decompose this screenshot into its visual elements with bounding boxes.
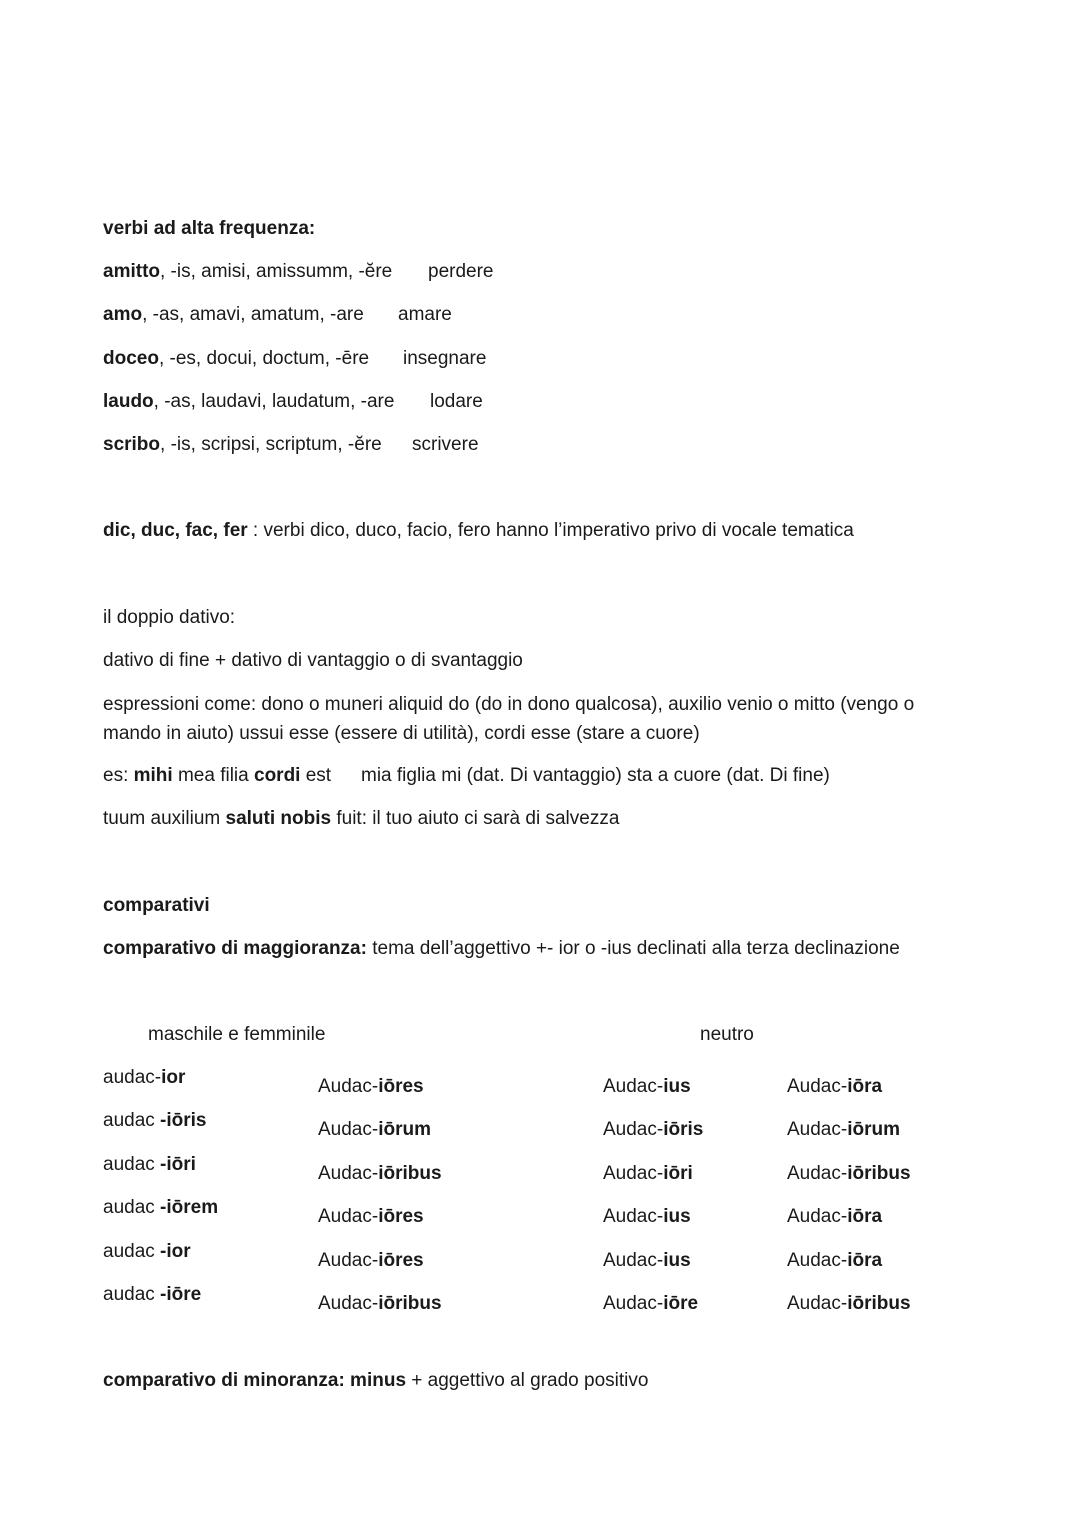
declension-cell: Audac-iōrum — [318, 1119, 431, 1140]
verb-entry: doceo, -es, docui, doctum, -ēre — [103, 348, 370, 369]
dativo-example-2: tuum auxilium saluti nobis fuit: il tuo aiuto ci sarà di salvezza — [103, 808, 620, 829]
declension-cell: audac -iōri — [103, 1154, 196, 1175]
declension-cell: Audac-iōres — [318, 1250, 424, 1271]
verb-entry: amo, -as, amavi, amatum, -are — [103, 304, 364, 325]
dativo-heading: il doppio dativo: — [103, 607, 236, 628]
declension-cell: audac -iōris — [103, 1110, 207, 1131]
declension-cell: Audac-iōra — [787, 1206, 883, 1227]
verb-meaning: scrivere — [412, 434, 479, 455]
verb-meaning: perdere — [428, 261, 494, 282]
verb-entry: laudo, -as, laudavi, laudatum, -are — [103, 391, 395, 412]
verb-meaning: lodare — [430, 391, 483, 412]
verbi-heading: verbi ad alta frequenza: — [103, 218, 316, 239]
dativo-example-1: es: mihi mea filia cordi est — [103, 765, 332, 786]
declension-cell: audac -iōre — [103, 1284, 202, 1305]
declension-cell: audac-ior — [103, 1067, 186, 1088]
imperativo-line: dic, duc, fac, fer : verbi dico, duco, facio, fero hanno l’imperativo privo di vocale tematica — [103, 520, 854, 541]
column-header-neutro: neutro — [700, 1024, 754, 1045]
declension-cell: Audac-iōre — [603, 1293, 699, 1314]
declension-cell: Audac-iōres — [318, 1206, 424, 1227]
minoranza-line: comparativo di minoranza: minus + aggettivo al grado positivo — [103, 1370, 649, 1391]
comparativi-heading: comparativi — [103, 895, 210, 916]
declension-cell: Audac-iōra — [787, 1076, 883, 1097]
declension-cell: Audac-iōri — [603, 1163, 693, 1184]
dativo-line1: dativo di fine + dativo di vantaggio o di svantaggio — [103, 650, 523, 671]
dativo-line2: espressioni come: dono o muneri aliquid do (do in dono qualcosa), auxilio venio o mitto (vengo o mando in aiuto) ussui esse (essere di utilità), cordi esse (stare a cuore) — [103, 694, 915, 744]
maggioranza-line: comparativo di maggioranza: tema dell’aggettivo +- ior o -ius declinati alla terza declinazione — [103, 938, 900, 959]
declension-cell: Audac-iōres — [318, 1076, 424, 1097]
declension-cell: Audac-iōribus — [318, 1163, 442, 1184]
declension-cell: Audac-iōribus — [318, 1293, 442, 1314]
declension-cell: Audac-ius — [603, 1250, 691, 1271]
declension-cell: audac -ior — [103, 1241, 191, 1262]
declension-cell: audac -iōrem — [103, 1197, 219, 1218]
declension-cell: Audac-ius — [603, 1076, 691, 1097]
declension-cell: Audac-iōribus — [787, 1163, 911, 1184]
verb-meaning: amare — [398, 304, 452, 325]
verb-entry: scribo, -is, scripsi, scriptum, -ĕre — [103, 434, 382, 455]
dativo-example-1-translation: mia figlia mi (dat. Di vantaggio) sta a cuore (dat. Di fine) — [361, 765, 830, 786]
declension-cell: Audac-iōrum — [787, 1119, 900, 1140]
declension-cell: Audac-iōribus — [787, 1293, 911, 1314]
column-header-mf: maschile e femminile — [148, 1024, 326, 1045]
verb-meaning: insegnare — [403, 348, 487, 369]
declension-cell: Audac-iōris — [603, 1119, 704, 1140]
declension-cell: Audac-iōra — [787, 1250, 883, 1271]
verb-entry: amitto, -is, amisi, amissumm, -ĕre — [103, 261, 393, 282]
declension-cell: Audac-ius — [603, 1206, 691, 1227]
